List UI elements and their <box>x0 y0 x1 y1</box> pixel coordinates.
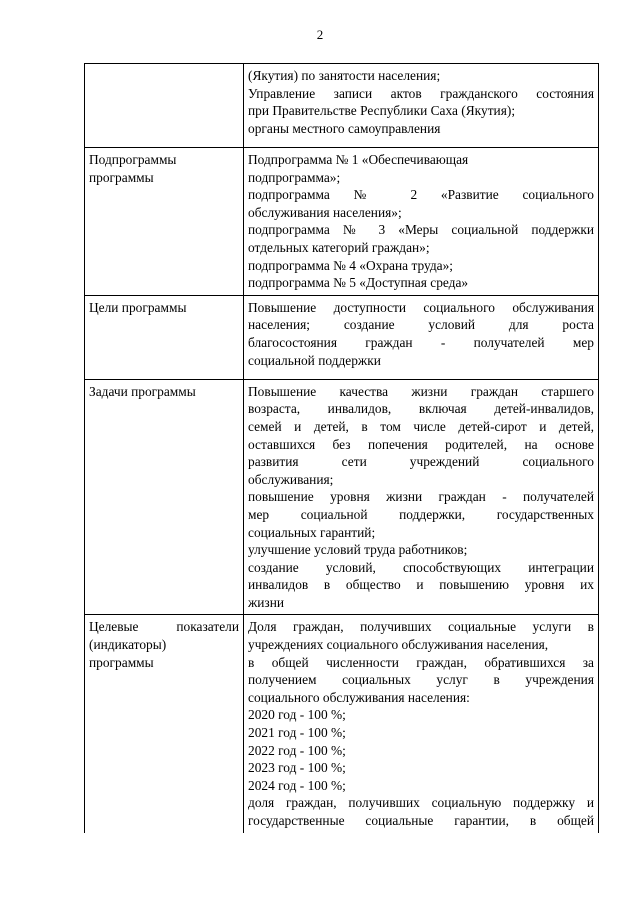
value-line: Повышение качества жизни граждан старшего <box>248 383 594 399</box>
row-tasks <box>85 379 599 615</box>
row-subprograms <box>85 148 599 296</box>
value-line: создание условий, способствующих интеграции <box>248 559 594 575</box>
value-line: подпрограмма № 5 «Доступная среда» <box>248 275 469 291</box>
value-line: улучшение условий труда работников; <box>248 542 468 558</box>
label-line: программы <box>89 654 154 670</box>
value-line: получением социальных услуг в учреждения <box>248 672 594 688</box>
label-cell <box>85 295 244 379</box>
label-line: программы <box>89 169 154 185</box>
value-line: населения; создание условий для роста <box>248 317 594 333</box>
value-line: социальной поддержки <box>248 352 381 368</box>
value-line: 2020 год - 100 %; <box>248 707 346 723</box>
value-line: доля граждан, получивших социальную поддержку и <box>248 795 594 811</box>
value-line: в общей численности граждан, обратившихся за <box>248 654 594 670</box>
value-line: обслуживания; <box>248 471 334 487</box>
value-line: подпрограмма № 4 «Охрана труда»; <box>248 257 454 273</box>
label-line: Целевые показатели <box>89 619 239 635</box>
value-line: при Правительстве Республики Саха (Якутия); <box>248 103 516 119</box>
value-cell <box>244 295 599 379</box>
value-line: оставшихся без попечения родителей, на основе <box>248 436 594 452</box>
value-cell <box>244 615 599 833</box>
value-line: отдельных категорий граждан»; <box>248 239 430 255</box>
value-line: возраста, инвалидов, включая детей-инвалидов, <box>248 401 594 417</box>
value-line: социальных гарантий; <box>248 524 376 540</box>
value-line: органы местного самоуправления <box>248 120 441 136</box>
label-cell <box>85 148 244 296</box>
row-executors-continued <box>85 64 599 148</box>
value-line: развития сети учреждений социального <box>248 454 594 470</box>
value-line: Подпрограмма № 1 «Обеспечивающая <box>248 152 469 167</box>
page-number: 2 <box>316 27 324 42</box>
value-line: 2022 год - 100 %; <box>248 742 346 758</box>
table-body <box>85 64 599 833</box>
value-line: жизни <box>248 594 285 610</box>
row-goals <box>85 295 599 379</box>
value-line: (Якутия) по занятости населения; <box>248 68 441 83</box>
label-line: Цели программы <box>89 299 187 315</box>
value-line: Управление записи актов гражданского состояния <box>248 85 594 101</box>
value-line: повышение уровня жизни граждан - получателей <box>248 489 594 505</box>
value-line: 2021 год - 100 %; <box>248 725 346 741</box>
label-line: (индикаторы) <box>89 637 167 653</box>
label-line: Задачи программы <box>89 383 196 399</box>
value-cell <box>244 64 599 148</box>
program-passport-table <box>84 63 599 833</box>
value-line: учреждениях социального обслуживания населения, <box>248 637 549 653</box>
label-cell <box>85 64 244 148</box>
value-line: социального обслуживания населения: <box>248 689 470 705</box>
value-cell <box>244 379 599 615</box>
value-line: подпрограмма № 2 «Развитие социального <box>248 187 594 203</box>
value-line: 2024 год - 100 %; <box>248 777 346 793</box>
value-line: Доля граждан, получивших социальные услуги в <box>248 619 594 635</box>
value-line: семей и детей, в том числе детей-сирот и детей, <box>248 418 594 434</box>
value-line: государственные социальные гарантии, в общей <box>248 813 594 828</box>
value-line: мер социальной поддержки, государственных <box>248 506 594 522</box>
value-line: подпрограмма»; <box>248 169 341 185</box>
value-cell <box>244 148 599 296</box>
row-target-indicators <box>85 615 599 833</box>
label-cell <box>85 615 244 833</box>
value-line: благосостояния граждан - получателей мер <box>248 334 594 350</box>
label-line: Подпрограммы <box>89 152 177 167</box>
value-line: Повышение доступности социального обслуживания <box>248 299 594 315</box>
value-line: обслуживания населения»; <box>248 204 402 220</box>
label-cell <box>85 379 244 615</box>
value-line: 2023 год - 100 %; <box>248 760 346 776</box>
value-line: подпрограмма № 3 «Меры социальной поддержки <box>248 222 594 238</box>
value-line: инвалидов в общество и повышению уровня их <box>248 577 594 593</box>
